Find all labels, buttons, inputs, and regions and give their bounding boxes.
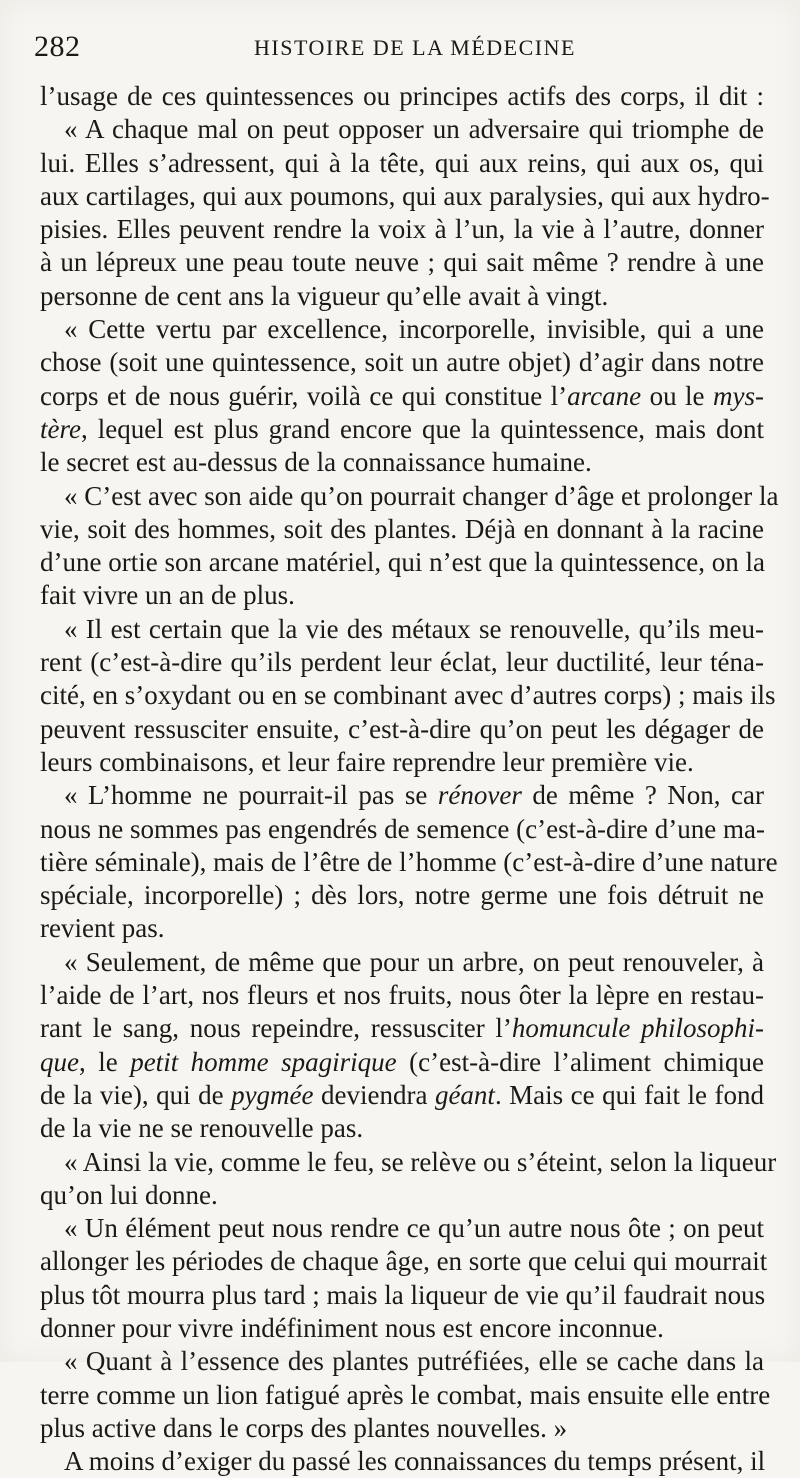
text-line: plus tôt mourra plus tard ; mais la liqueur de vie qu’il faudrait nous: [40, 1279, 766, 1310]
text-line: « Il est certain que la vie des métaux se renouvelle, qu’ils meu-: [64, 613, 764, 644]
text-line: aux cartilages, qui aux poumons, qui aux paralysies, qui aux hydro-: [40, 180, 770, 211]
text-line: de la vie), qui de pygmée deviendra géant. Mais ce qui fait le fond: [40, 1079, 764, 1110]
text-line: de la vie ne se renouvelle pas.: [40, 1113, 364, 1144]
text-line: spéciale, incorporelle) ; dès lors, notre germe une fois détruit ne: [40, 880, 764, 911]
text-line: allonger les périodes de chaque âge, en sorte que celui qui mourrait: [40, 1246, 768, 1277]
text-line: « Quant à l’essence des plantes putréfiées, elle se cache dans la: [64, 1346, 764, 1377]
text-line: cité, en s’oxydant ou en se combinant avec d’autres corps) ; mais ils: [40, 680, 776, 711]
text-line: le secret est au-dessus de la connaissance humaine.: [40, 447, 592, 478]
text-line: « Seulement, de même que pour un arbre, on peut renouveler, à: [64, 946, 764, 977]
text-line: l’usage de ces quintessences ou principes actifs des corps, il dit :: [40, 81, 764, 111]
text-line: « Cette vertu par excellence, incorporelle, invisible, qui a une: [64, 314, 764, 345]
text-line: l’aide de l’art, nos fleurs et nos fruits, nous ôter la lèpre en restau-: [40, 980, 764, 1011]
text-line: qu’on lui donne.: [40, 1179, 218, 1210]
text-line: rent (c’est-à-dire qu’ils perdent leur éclat, leur ductilité, leur téna-: [40, 647, 764, 678]
text-line: « Ainsi la vie, comme le feu, se relève ou s’éteint, selon la liqueur: [64, 1146, 777, 1177]
text-line: « L’homme ne pourrait-il pas se rénover de même ? Non, car: [64, 780, 764, 811]
text-line: fait vivre un an de plus.: [40, 580, 295, 611]
running-title: HISTOIRE DE LA MÉDECINE: [254, 35, 576, 60]
text-line: « Un élément peut nous rendre ce qu’un autre nous ôte ; on peut: [64, 1213, 764, 1244]
running-head: [34, 30, 764, 66]
text-line: personne de cent ans la vigueur qu’elle avait à vingt.: [40, 280, 609, 311]
text-line: que, le petit homme spagirique (c’est-à-dire l’aliment chimique: [40, 1046, 764, 1077]
text-line: tère, lequel est plus grand encore que la quintessence, mais dont: [40, 413, 764, 444]
text-line: pisies. Elles peuvent rendre la voix à l’un, la vie à l’autre, donner: [40, 214, 764, 245]
text-line: leurs combinaisons, et leur faire reprendre leur première vie.: [40, 746, 694, 777]
text-line: peuvent ressusciter ensuite, c’est-à-dire qu’on peut les dégager de: [40, 713, 764, 744]
text-line: plus active dans le corps des plantes nouvelles. »: [40, 1412, 568, 1443]
text-line: terre comme un lion fatigué après le combat, mais ensuite elle entre: [40, 1379, 771, 1410]
text-line: chose (soit une quintessence, soit un autre objet) d’agir dans notre: [40, 347, 764, 378]
text-line: revient pas.: [40, 913, 165, 944]
text-line: vie, soit des hommes, soit des plantes. Déjà en donnant à la racine: [40, 513, 764, 544]
text-line: d’une ortie son arcane matériel, qui n’est que la quintessence, on la: [40, 547, 765, 578]
text-line: donner pour vivre indéfiniment nous est encore inconnue.: [40, 1312, 664, 1343]
text-line: corps et de nous guérir, voilà ce qui constitue l’arcane ou le mys-: [40, 380, 764, 411]
text-line: « C’est avec son aide qu’on pourrait changer d’âge et prolonger la: [64, 480, 779, 511]
text-line: A moins d’exiger du passé les connaissances du temps présent, il: [64, 1446, 766, 1477]
text-line: nous ne sommes pas engendrés de semence (c’est-à-dire d’une ma-: [40, 813, 765, 844]
page-number: 282: [34, 30, 81, 63]
text-line: tière séminale), mais de l’être de l’homme (c’est-à-dire d’une nature: [40, 846, 778, 877]
text-line: rant le sang, nous repeindre, ressusciter l’homuncule philosophi-: [40, 1013, 764, 1044]
text-line: à un lépreux une peau toute neuve ; qui sait même ? rendre à une: [40, 247, 764, 278]
text-line: « A chaque mal on peut opposer un adversaire qui triomphe de: [64, 114, 764, 145]
body-text: [40, 80, 779, 1478]
text-line: lui. Elles s’adressent, qui à la tête, qui aux reins, qui aux os, qui: [40, 147, 764, 178]
